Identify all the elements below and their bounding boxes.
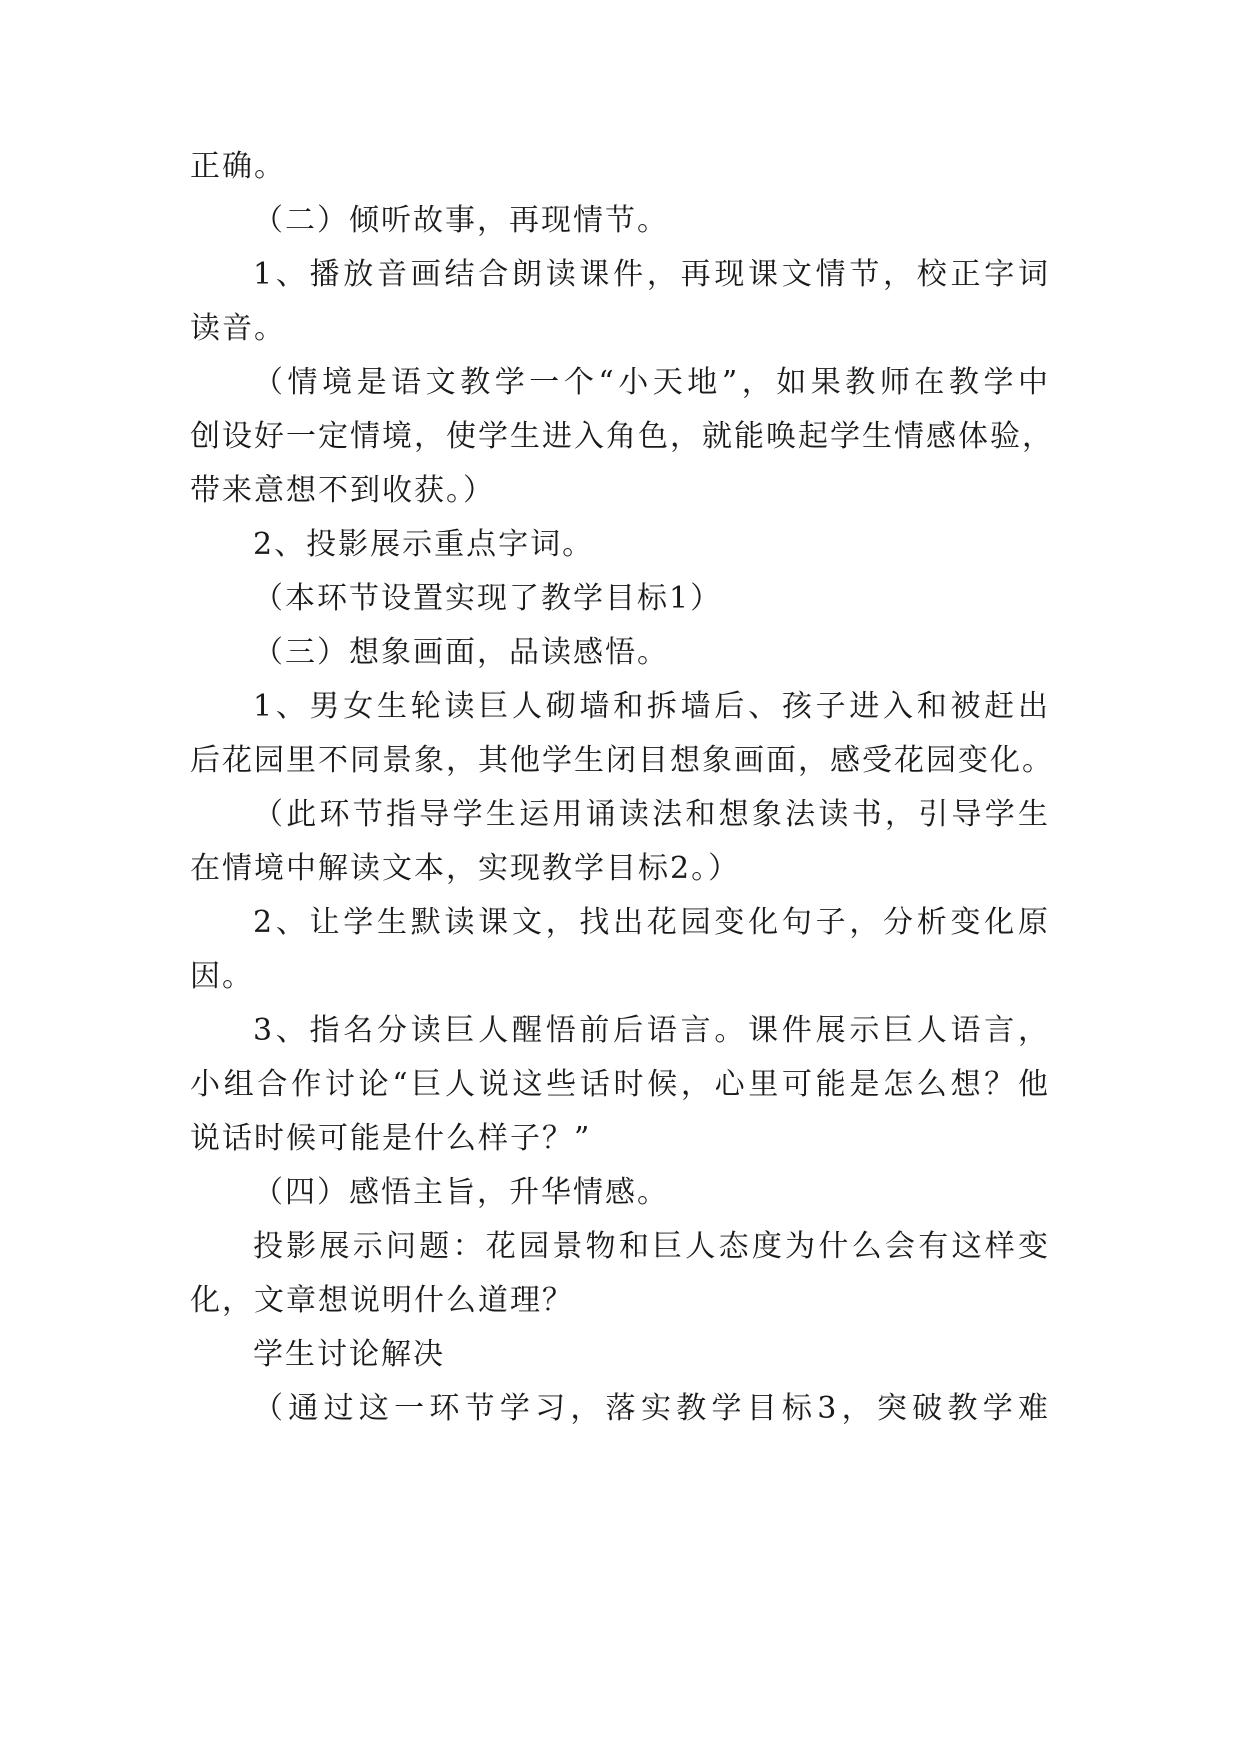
text-line: （通过这一环节学习，落实教学目标3，突破教学难 (253, 1391, 1050, 1426)
text-line: 2、投影展示重点字词。 (253, 527, 595, 562)
text-line: 后花园里不同景象，其他学生闭目想象画面，感受花园变化。 (190, 743, 1054, 778)
section-heading: （四）感悟主旨，升华情感。 (253, 1175, 669, 1210)
text-line: 1、播放音画结合朗读课件，再现课文情节，校正字词 (253, 257, 1050, 292)
text-line: 创设好一定情境，使学生进入角色，就能唤起学生情感体验， (190, 419, 1054, 454)
text-line: 在情境中解读文本，实现教学目标2。） (190, 851, 741, 886)
section-heading: （三）想象画面，品读感悟。 (253, 635, 669, 670)
text-line: 因。 (190, 959, 254, 994)
text-line: 正确。 (190, 149, 286, 184)
text-line: 投影展示问题：花园景物和巨人态度为什么会有这样变 (253, 1229, 1050, 1264)
text-line: （此环节指导学生运用诵读法和想象法读书，引导学生 (253, 797, 1050, 832)
text-line: 小组合作讨论“巨人说这些话时候，心里可能是怎么想？他 (190, 1067, 1050, 1102)
text-line: （情境是语文教学一个“小天地”，如果教师在教学中 (253, 365, 1050, 400)
text-line: 带来意想不到收获。） (190, 473, 495, 508)
section-heading: （二）倾听故事，再现情节。 (253, 203, 669, 238)
text-line: 3、指名分读巨人醒悟前后语言。课件展示巨人语言， (253, 1013, 1050, 1048)
text-line: 说话时候可能是什么样子？” (190, 1121, 592, 1156)
text-line: 读音。 (190, 311, 286, 346)
text-line: （本环节设置实现了教学目标1） (253, 581, 723, 616)
text-line: 化，文章想说明什么道理？ (190, 1283, 574, 1318)
text-line: 1、男女生轮读巨人砌墙和拆墙后、孩子进入和被赶出 (253, 689, 1050, 724)
text-line: 学生讨论解决 (253, 1337, 445, 1372)
text-line: 2、让学生默读课文，找出花园变化句子，分析变化原 (253, 905, 1050, 940)
